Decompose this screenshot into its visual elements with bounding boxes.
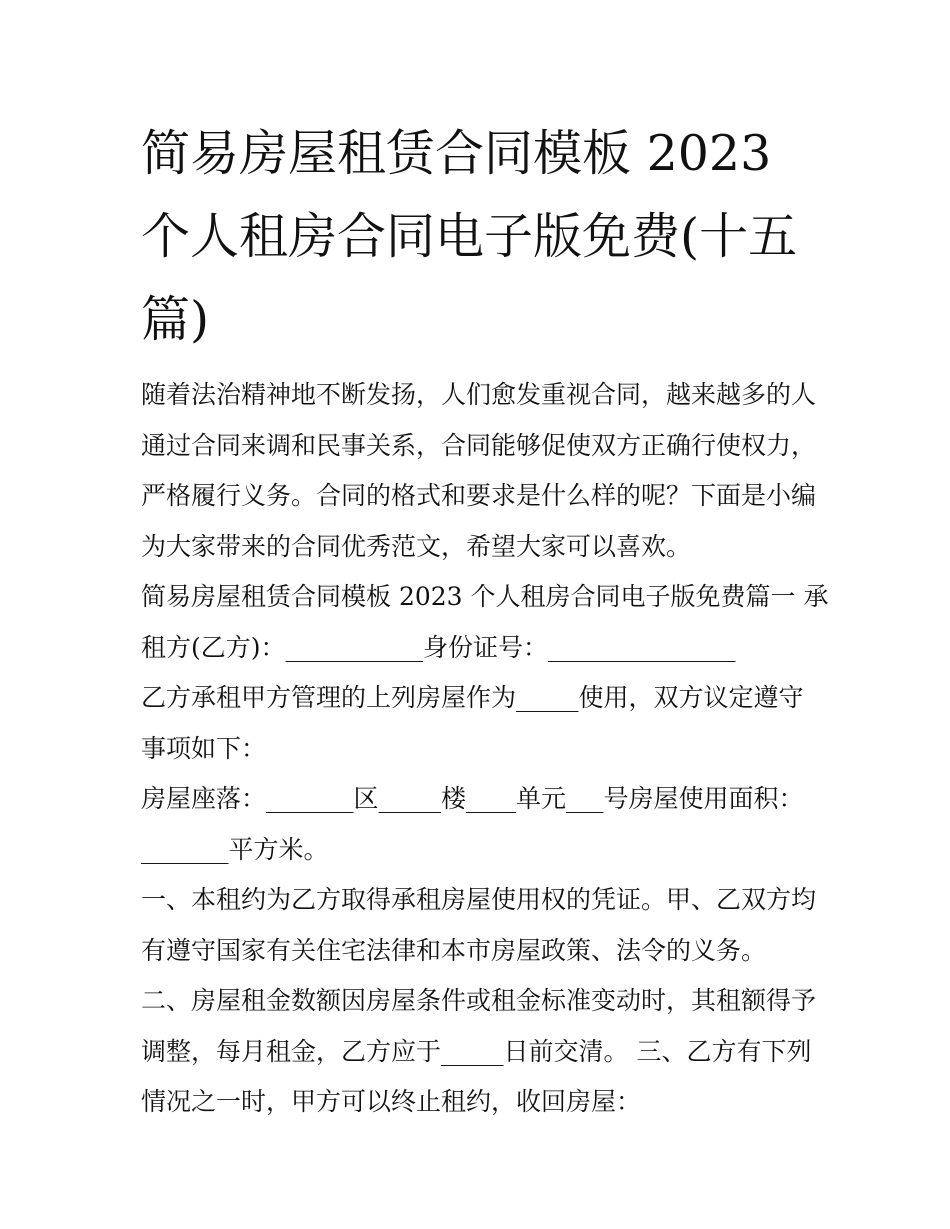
document-title — [141, 112, 821, 361]
body-line: 为大家带来的合同优秀范文，希望大家可以喜欢。 — [141, 531, 692, 561]
body-line: 严格履行义务。合同的格式和要求是什么样的呢？下面是小编 — [141, 481, 817, 510]
body-line: 事项如下： — [141, 733, 267, 763]
body-line: 租方(乙方)：___________身份证号：_______________ — [141, 632, 736, 662]
body-line: 房屋座落：_______区_____楼____单元___号房屋使用面积： — [141, 784, 804, 813]
title-line: 简易房屋租赁合同模板 2023 — [141, 125, 772, 182]
body-line: 通过合同来调和民事关系，合同能够促使双方正确行使权力， — [141, 430, 817, 460]
body-line: 乙方承租甲方管理的上列房屋作为_____使用，双方议定遵守 — [141, 683, 804, 712]
body-line: 调整，每月租金，乙方应于_____日前交清。 三、乙方有下列 — [141, 1036, 812, 1066]
title-line: 篇) — [141, 291, 210, 348]
body-line: _______平方米。 — [141, 834, 329, 864]
body-line: 有遵守国家有关住宅法律和本市房屋政策、法令的义务。 — [141, 935, 767, 965]
body-line: 随着法治精神地不断发扬，人们愈发重视合同，越来越多的人 — [141, 380, 817, 409]
body-line: 简易房屋租赁合同模板 2023 个人租房合同电子版免费篇一 承 — [141, 582, 829, 611]
document-body — [141, 370, 829, 1128]
document-page — [141, 112, 829, 1128]
body-line: 二、房屋租金数额因房屋条件或租金标准变动时，其租额得予 — [141, 986, 817, 1015]
title-line: 个人租房合同电子版免费(十五 — [141, 208, 798, 265]
body-line: 情况之一时，甲方可以终止租约，收回房屋： — [141, 1087, 642, 1116]
body-line: 一、本租约为乙方取得承租房屋使用权的凭证。甲、乙双方均 — [141, 885, 817, 914]
